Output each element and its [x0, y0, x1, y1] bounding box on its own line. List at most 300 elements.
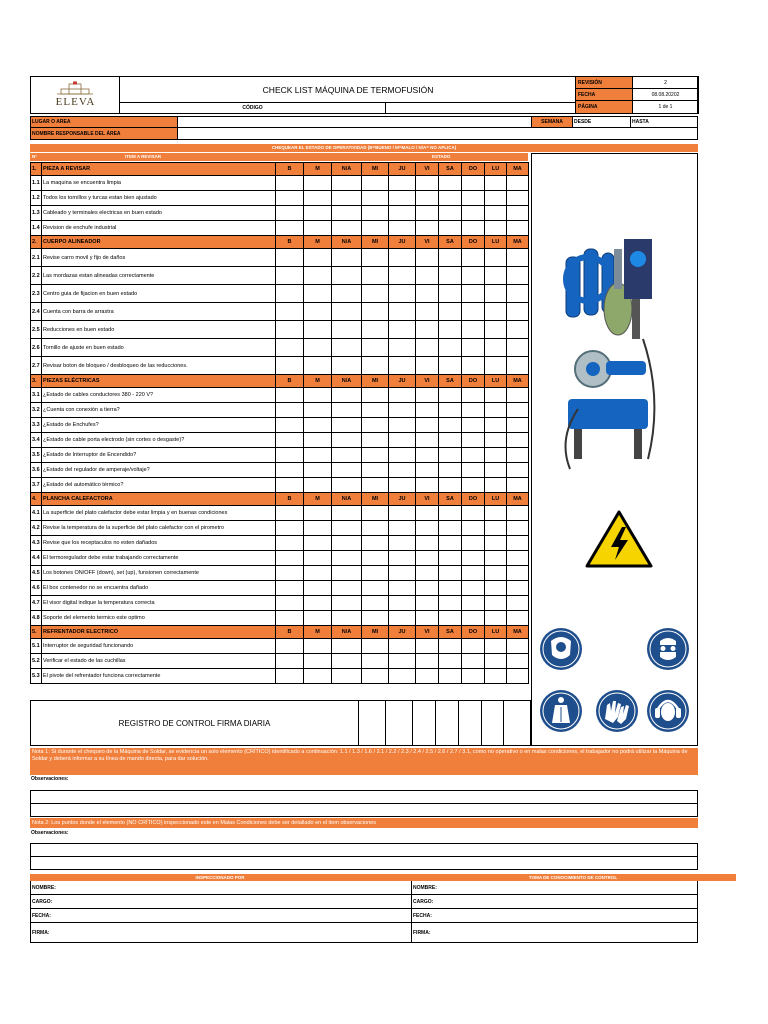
check-cell[interactable]: [389, 221, 416, 236]
check-cell[interactable]: [485, 611, 507, 626]
check-cell[interactable]: [389, 339, 416, 357]
check-cell[interactable]: [485, 581, 507, 596]
check-cell[interactable]: [276, 249, 304, 267]
check-cell[interactable]: [485, 463, 507, 478]
check-cell[interactable]: [362, 388, 389, 403]
check-cell[interactable]: [462, 221, 485, 236]
check-cell[interactable]: [389, 581, 416, 596]
check-cell[interactable]: [462, 566, 485, 581]
check-cell[interactable]: [332, 433, 362, 448]
check-cell[interactable]: [276, 418, 304, 433]
check-cell[interactable]: [332, 536, 362, 551]
check-cell[interactable]: [439, 357, 462, 375]
check-cell[interactable]: [485, 176, 507, 191]
check-cell[interactable]: [507, 654, 529, 669]
check-cell[interactable]: [304, 403, 332, 418]
observaciones-2-line-2[interactable]: [30, 856, 698, 870]
check-cell[interactable]: [276, 448, 304, 463]
check-cell[interactable]: [304, 206, 332, 221]
check-cell[interactable]: [304, 654, 332, 669]
check-cell[interactable]: [304, 285, 332, 303]
check-cell[interactable]: [462, 551, 485, 566]
check-cell[interactable]: [416, 611, 439, 626]
check-cell[interactable]: [507, 551, 529, 566]
check-cell[interactable]: [304, 463, 332, 478]
check-cell[interactable]: [462, 433, 485, 448]
check-cell[interactable]: [507, 669, 529, 684]
check-cell[interactable]: [507, 221, 529, 236]
check-cell[interactable]: [416, 285, 439, 303]
check-cell[interactable]: [276, 357, 304, 375]
check-cell[interactable]: [362, 433, 389, 448]
check-cell[interactable]: [439, 448, 462, 463]
check-cell[interactable]: [485, 418, 507, 433]
check-cell[interactable]: [276, 463, 304, 478]
check-cell[interactable]: [416, 521, 439, 536]
check-cell[interactable]: [462, 418, 485, 433]
check-cell[interactable]: [332, 403, 362, 418]
check-cell[interactable]: [507, 403, 529, 418]
check-cell[interactable]: [276, 403, 304, 418]
check-cell[interactable]: [416, 478, 439, 493]
check-cell[interactable]: [485, 596, 507, 611]
check-cell[interactable]: [485, 654, 507, 669]
check-cell[interactable]: [276, 566, 304, 581]
daily-signature-cell[interactable]: [386, 701, 413, 745]
check-cell[interactable]: [507, 388, 529, 403]
check-cell[interactable]: [332, 339, 362, 357]
check-cell[interactable]: [439, 403, 462, 418]
check-cell[interactable]: [276, 506, 304, 521]
check-cell[interactable]: [304, 388, 332, 403]
check-cell[interactable]: [362, 448, 389, 463]
check-cell[interactable]: [362, 321, 389, 339]
check-cell[interactable]: [439, 611, 462, 626]
check-cell[interactable]: [362, 463, 389, 478]
daily-signature-cell[interactable]: [459, 701, 482, 745]
check-cell[interactable]: [332, 388, 362, 403]
check-cell[interactable]: [485, 669, 507, 684]
check-cell[interactable]: [416, 339, 439, 357]
check-cell[interactable]: [439, 206, 462, 221]
check-cell[interactable]: [507, 267, 529, 285]
check-cell[interactable]: [485, 321, 507, 339]
check-cell[interactable]: [276, 388, 304, 403]
check-cell[interactable]: [485, 506, 507, 521]
check-cell[interactable]: [332, 654, 362, 669]
signature-field[interactable]: CARGO:: [31, 895, 411, 909]
check-cell[interactable]: [362, 191, 389, 206]
check-cell[interactable]: [389, 433, 416, 448]
check-cell[interactable]: [485, 191, 507, 206]
check-cell[interactable]: [439, 176, 462, 191]
check-cell[interactable]: [462, 463, 485, 478]
check-cell[interactable]: [507, 463, 529, 478]
check-cell[interactable]: [416, 596, 439, 611]
check-cell[interactable]: [416, 639, 439, 654]
check-cell[interactable]: [304, 669, 332, 684]
check-cell[interactable]: [304, 267, 332, 285]
check-cell[interactable]: [416, 388, 439, 403]
check-cell[interactable]: [389, 418, 416, 433]
check-cell[interactable]: [332, 285, 362, 303]
check-cell[interactable]: [332, 191, 362, 206]
check-cell[interactable]: [416, 249, 439, 267]
check-cell[interactable]: [507, 433, 529, 448]
check-cell[interactable]: [485, 478, 507, 493]
check-cell[interactable]: [332, 566, 362, 581]
signature-field[interactable]: FIRMA:: [32, 929, 50, 936]
check-cell[interactable]: [462, 536, 485, 551]
check-cell[interactable]: [304, 639, 332, 654]
check-cell[interactable]: [389, 206, 416, 221]
check-cell[interactable]: [362, 536, 389, 551]
check-cell[interactable]: [462, 303, 485, 321]
check-cell[interactable]: [362, 285, 389, 303]
check-cell[interactable]: [389, 521, 416, 536]
check-cell[interactable]: [276, 478, 304, 493]
check-cell[interactable]: [485, 536, 507, 551]
check-cell[interactable]: [462, 321, 485, 339]
check-cell[interactable]: [485, 303, 507, 321]
check-cell[interactable]: [276, 221, 304, 236]
check-cell[interactable]: [362, 551, 389, 566]
check-cell[interactable]: [304, 303, 332, 321]
check-cell[interactable]: [332, 176, 362, 191]
check-cell[interactable]: [462, 581, 485, 596]
check-cell[interactable]: [507, 581, 529, 596]
check-cell[interactable]: [439, 596, 462, 611]
check-cell[interactable]: [362, 418, 389, 433]
check-cell[interactable]: [304, 191, 332, 206]
check-cell[interactable]: [462, 191, 485, 206]
check-cell[interactable]: [439, 249, 462, 267]
check-cell[interactable]: [462, 521, 485, 536]
check-cell[interactable]: [439, 506, 462, 521]
check-cell[interactable]: [389, 611, 416, 626]
check-cell[interactable]: [389, 536, 416, 551]
check-cell[interactable]: [362, 357, 389, 375]
check-cell[interactable]: [485, 339, 507, 357]
check-cell[interactable]: [304, 521, 332, 536]
check-cell[interactable]: [362, 221, 389, 236]
check-cell[interactable]: [485, 357, 507, 375]
check-cell[interactable]: [362, 611, 389, 626]
check-cell[interactable]: [304, 321, 332, 339]
check-cell[interactable]: [416, 448, 439, 463]
check-cell[interactable]: [485, 267, 507, 285]
check-cell[interactable]: [485, 448, 507, 463]
check-cell[interactable]: [362, 249, 389, 267]
check-cell[interactable]: [485, 206, 507, 221]
check-cell[interactable]: [276, 176, 304, 191]
check-cell[interactable]: [462, 339, 485, 357]
check-cell[interactable]: [276, 669, 304, 684]
check-cell[interactable]: [389, 285, 416, 303]
check-cell[interactable]: [276, 551, 304, 566]
signature-field[interactable]: CARGO:: [412, 895, 698, 909]
check-cell[interactable]: [439, 463, 462, 478]
check-cell[interactable]: [389, 176, 416, 191]
check-cell[interactable]: [332, 448, 362, 463]
check-cell[interactable]: [507, 249, 529, 267]
check-cell[interactable]: [389, 506, 416, 521]
check-cell[interactable]: [462, 506, 485, 521]
check-cell[interactable]: [362, 581, 389, 596]
check-cell[interactable]: [389, 463, 416, 478]
check-cell[interactable]: [276, 581, 304, 596]
check-cell[interactable]: [439, 285, 462, 303]
check-cell[interactable]: [439, 191, 462, 206]
check-cell[interactable]: [276, 206, 304, 221]
check-cell[interactable]: [507, 566, 529, 581]
daily-signature-cell[interactable]: [482, 701, 504, 745]
check-cell[interactable]: [485, 566, 507, 581]
check-cell[interactable]: [416, 433, 439, 448]
check-cell[interactable]: [507, 418, 529, 433]
check-cell[interactable]: [416, 267, 439, 285]
check-cell[interactable]: [362, 521, 389, 536]
check-cell[interactable]: [485, 221, 507, 236]
check-cell[interactable]: [389, 191, 416, 206]
check-cell[interactable]: [439, 418, 462, 433]
check-cell[interactable]: [389, 321, 416, 339]
check-cell[interactable]: [439, 536, 462, 551]
check-cell[interactable]: [389, 596, 416, 611]
check-cell[interactable]: [439, 221, 462, 236]
check-cell[interactable]: [439, 433, 462, 448]
check-cell[interactable]: [507, 506, 529, 521]
check-cell[interactable]: [439, 321, 462, 339]
check-cell[interactable]: [439, 478, 462, 493]
daily-signature-cell[interactable]: [359, 701, 386, 745]
check-cell[interactable]: [332, 506, 362, 521]
check-cell[interactable]: [485, 639, 507, 654]
check-cell[interactable]: [332, 596, 362, 611]
check-cell[interactable]: [332, 611, 362, 626]
check-cell[interactable]: [507, 285, 529, 303]
check-cell[interactable]: [304, 357, 332, 375]
check-cell[interactable]: [416, 654, 439, 669]
check-cell[interactable]: [304, 221, 332, 236]
check-cell[interactable]: [276, 267, 304, 285]
check-cell[interactable]: [416, 191, 439, 206]
check-cell[interactable]: [332, 581, 362, 596]
responsable-input[interactable]: [177, 127, 698, 140]
check-cell[interactable]: [507, 191, 529, 206]
signature-field[interactable]: FIRMA:: [413, 929, 431, 936]
check-cell[interactable]: [507, 206, 529, 221]
check-cell[interactable]: [462, 285, 485, 303]
check-cell[interactable]: [332, 418, 362, 433]
signature-field[interactable]: FECHA:: [31, 909, 411, 923]
check-cell[interactable]: [389, 669, 416, 684]
check-cell[interactable]: [276, 536, 304, 551]
check-cell[interactable]: [507, 596, 529, 611]
check-cell[interactable]: [276, 285, 304, 303]
check-cell[interactable]: [332, 478, 362, 493]
daily-signature-cell[interactable]: [413, 701, 436, 745]
check-cell[interactable]: [332, 463, 362, 478]
check-cell[interactable]: [439, 267, 462, 285]
check-cell[interactable]: [332, 639, 362, 654]
daily-signature-cell[interactable]: [436, 701, 459, 745]
check-cell[interactable]: [462, 206, 485, 221]
check-cell[interactable]: [462, 448, 485, 463]
check-cell[interactable]: [439, 581, 462, 596]
check-cell[interactable]: [462, 403, 485, 418]
check-cell[interactable]: [462, 249, 485, 267]
check-cell[interactable]: [276, 303, 304, 321]
check-cell[interactable]: [462, 357, 485, 375]
check-cell[interactable]: [332, 321, 362, 339]
check-cell[interactable]: [304, 433, 332, 448]
check-cell[interactable]: [362, 267, 389, 285]
check-cell[interactable]: [507, 478, 529, 493]
check-cell[interactable]: [507, 448, 529, 463]
check-cell[interactable]: [507, 521, 529, 536]
check-cell[interactable]: [362, 639, 389, 654]
check-cell[interactable]: [416, 669, 439, 684]
check-cell[interactable]: [362, 206, 389, 221]
check-cell[interactable]: [362, 176, 389, 191]
check-cell[interactable]: [332, 221, 362, 236]
check-cell[interactable]: [304, 478, 332, 493]
check-cell[interactable]: [485, 433, 507, 448]
check-cell[interactable]: [332, 303, 362, 321]
check-cell[interactable]: [507, 639, 529, 654]
check-cell[interactable]: [416, 176, 439, 191]
check-cell[interactable]: [304, 536, 332, 551]
check-cell[interactable]: [389, 403, 416, 418]
check-cell[interactable]: [304, 551, 332, 566]
check-cell[interactable]: [362, 596, 389, 611]
check-cell[interactable]: [416, 506, 439, 521]
check-cell[interactable]: [332, 249, 362, 267]
signature-field[interactable]: FECHA:: [412, 909, 698, 923]
check-cell[interactable]: [416, 536, 439, 551]
check-cell[interactable]: [304, 581, 332, 596]
check-cell[interactable]: [332, 267, 362, 285]
check-cell[interactable]: [389, 478, 416, 493]
check-cell[interactable]: [389, 267, 416, 285]
check-cell[interactable]: [507, 357, 529, 375]
check-cell[interactable]: [332, 206, 362, 221]
check-cell[interactable]: [389, 654, 416, 669]
check-cell[interactable]: [462, 669, 485, 684]
check-cell[interactable]: [389, 551, 416, 566]
check-cell[interactable]: [462, 388, 485, 403]
check-cell[interactable]: [416, 566, 439, 581]
check-cell[interactable]: [304, 418, 332, 433]
check-cell[interactable]: [485, 249, 507, 267]
check-cell[interactable]: [439, 654, 462, 669]
check-cell[interactable]: [304, 611, 332, 626]
check-cell[interactable]: [332, 521, 362, 536]
check-cell[interactable]: [362, 566, 389, 581]
check-cell[interactable]: [485, 521, 507, 536]
check-cell[interactable]: [462, 267, 485, 285]
check-cell[interactable]: [389, 448, 416, 463]
check-cell[interactable]: [416, 418, 439, 433]
check-cell[interactable]: [389, 357, 416, 375]
check-cell[interactable]: [462, 478, 485, 493]
signature-field[interactable]: NOMBRE:: [31, 881, 411, 895]
check-cell[interactable]: [389, 303, 416, 321]
check-cell[interactable]: [332, 551, 362, 566]
check-cell[interactable]: [276, 433, 304, 448]
observaciones-1-line[interactable]: [30, 790, 698, 804]
check-cell[interactable]: [332, 357, 362, 375]
check-cell[interactable]: [439, 388, 462, 403]
check-cell[interactable]: [462, 596, 485, 611]
check-cell[interactable]: [439, 521, 462, 536]
check-cell[interactable]: [416, 551, 439, 566]
check-cell[interactable]: [362, 669, 389, 684]
check-cell[interactable]: [416, 403, 439, 418]
check-cell[interactable]: [362, 478, 389, 493]
check-cell[interactable]: [276, 611, 304, 626]
check-cell[interactable]: [416, 581, 439, 596]
check-cell[interactable]: [462, 176, 485, 191]
check-cell[interactable]: [389, 249, 416, 267]
check-cell[interactable]: [507, 321, 529, 339]
check-cell[interactable]: [276, 191, 304, 206]
check-cell[interactable]: [507, 339, 529, 357]
check-cell[interactable]: [389, 388, 416, 403]
check-cell[interactable]: [389, 566, 416, 581]
check-cell[interactable]: [276, 339, 304, 357]
check-cell[interactable]: [416, 206, 439, 221]
daily-signature-cell[interactable]: [504, 701, 526, 745]
signature-field[interactable]: NOMBRE:: [412, 881, 698, 895]
observaciones-1-line-2[interactable]: [30, 803, 698, 817]
check-cell[interactable]: [362, 654, 389, 669]
check-cell[interactable]: [507, 611, 529, 626]
check-cell[interactable]: [276, 654, 304, 669]
check-cell[interactable]: [462, 639, 485, 654]
check-cell[interactable]: [439, 551, 462, 566]
check-cell[interactable]: [462, 611, 485, 626]
check-cell[interactable]: [416, 357, 439, 375]
check-cell[interactable]: [304, 506, 332, 521]
check-cell[interactable]: [439, 669, 462, 684]
check-cell[interactable]: [507, 303, 529, 321]
check-cell[interactable]: [485, 285, 507, 303]
check-cell[interactable]: [439, 303, 462, 321]
check-cell[interactable]: [276, 639, 304, 654]
check-cell[interactable]: [304, 176, 332, 191]
check-cell[interactable]: [276, 596, 304, 611]
check-cell[interactable]: [304, 339, 332, 357]
check-cell[interactable]: [416, 303, 439, 321]
check-cell[interactable]: [276, 321, 304, 339]
check-cell[interactable]: [304, 448, 332, 463]
check-cell[interactable]: [304, 249, 332, 267]
check-cell[interactable]: [304, 596, 332, 611]
check-cell[interactable]: [362, 506, 389, 521]
check-cell[interactable]: [276, 521, 304, 536]
check-cell[interactable]: [439, 566, 462, 581]
check-cell[interactable]: [362, 403, 389, 418]
check-cell[interactable]: [362, 303, 389, 321]
check-cell[interactable]: [362, 339, 389, 357]
check-cell[interactable]: [304, 566, 332, 581]
check-cell[interactable]: [462, 654, 485, 669]
check-cell[interactable]: [332, 669, 362, 684]
check-cell[interactable]: [416, 221, 439, 236]
check-cell[interactable]: [389, 639, 416, 654]
